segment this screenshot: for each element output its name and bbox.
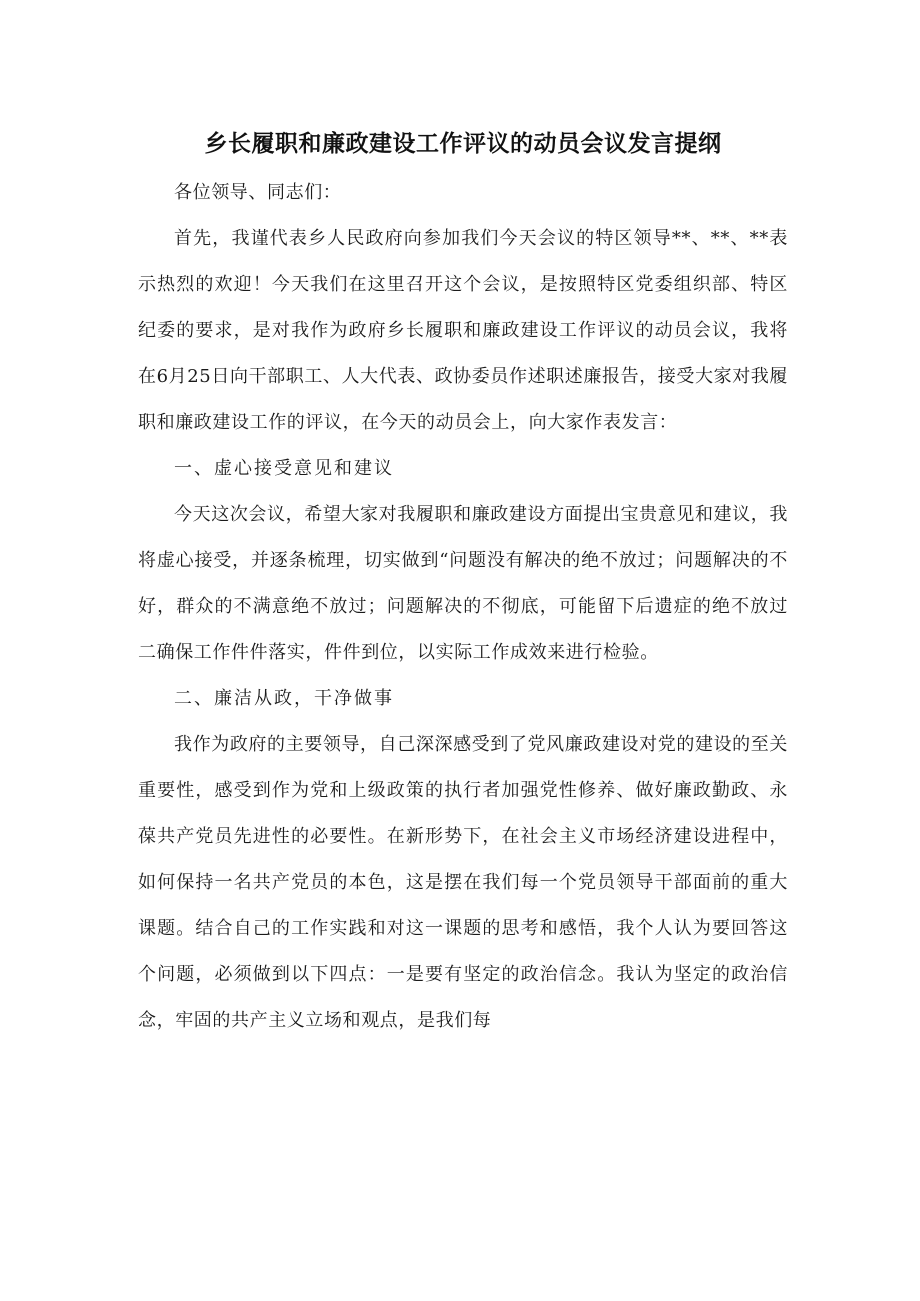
- paragraph-section-2: 我作为政府的主要领导，自己深深感受到了党风廉政建设对党的建设的至关重要性，感受到作为党和上级政策的执行者加强党性修养、做好廉政勤政、永葆共产党员先进性的必要性。在新形势下，在社会主义市场经济建设进程中，如何保持一名共产党员的本色，这是摆在我们每一个党员领导干部面前的重大课题。结合自己的工作实践和对这一课题的思考和感悟，我个人认为要回答这个问题，必须做到以下四点：一是要有坚定的政治信念。我认为坚定的政治信念，牢固的共产主义立场和观点，是我们每: [138, 734, 788, 1031]
- salutation: 各位领导、同志们：: [174, 182, 342, 203]
- document-page: [138, 120, 788, 1044]
- section-heading-2: 二、廉洁从政，干净做事: [174, 688, 394, 709]
- section-heading-1: 一、虚心接受意见和建议: [174, 458, 394, 479]
- paragraph-opening: 首先，我谨代表乡人民政府向参加我们今天会议的特区领导**、**、**表示热烈的欢迎！今天我们在这里召开这个会议，是按照特区党委组织部、特区纪委的要求，是对我作为政府乡长履职和廉政建设工作评议的动员会议，我将在6月25日向干部职工、人大代表、政协委员作述职述廉报告，接受大家对我履职和廉政建设工作的评议，在今天的动员会上，向大家作表发言：: [138, 228, 788, 433]
- document-title: 乡长履职和廉政建设工作评议的动员会议发言提纲: [204, 131, 722, 157]
- paragraph-section-1: 今天这次会议，希望大家对我履职和廉政建设方面提出宝贵意见和建议，我将虚心接受，并逐条梳理，切实做到“问题没有解决的绝不放过；问题解决的不好，群众的不满意绝不放过；问题解决的不彻底，可能留下后遗症的绝不放过二确保工作件件落实，件件到位，以实际工作成效来进行检验。: [138, 504, 788, 663]
